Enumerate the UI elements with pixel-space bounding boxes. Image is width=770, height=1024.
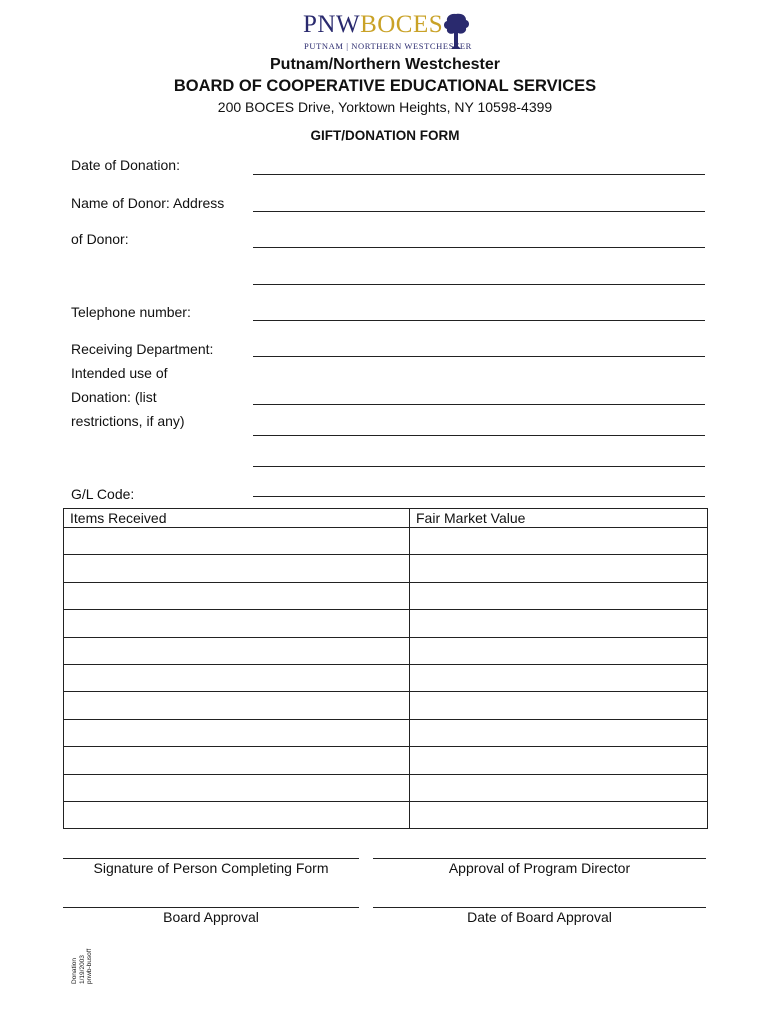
table-row — [64, 664, 708, 691]
logo-pnw-text: PNW — [303, 11, 361, 38]
table-header-row — [64, 509, 708, 528]
date-of-donation-label: Date of Donation: — [71, 157, 180, 173]
value-cell[interactable] — [410, 774, 708, 801]
table-row — [64, 692, 708, 719]
logo-wordmark — [303, 10, 443, 40]
program-director-label: Approval of Program Director — [448, 860, 631, 876]
item-cell[interactable] — [64, 528, 410, 555]
form-code-line-2: 1/19/2003 — [78, 955, 86, 984]
telephone-field[interactable] — [253, 320, 705, 321]
value-cell[interactable] — [410, 528, 708, 555]
value-cell[interactable] — [410, 555, 708, 582]
item-cell[interactable] — [64, 582, 410, 609]
items-received-header: Items Received — [64, 509, 410, 528]
date-board-approval-line[interactable] — [373, 907, 706, 908]
item-cell[interactable] — [64, 555, 410, 582]
address-of-donor-label: of Donor: — [71, 231, 129, 247]
table-row — [64, 774, 708, 801]
value-cell[interactable] — [410, 637, 708, 664]
value-cell[interactable] — [410, 801, 708, 828]
signature-person-label: Signature of Person Completing Form — [93, 860, 329, 876]
intended-use-field-2[interactable] — [253, 435, 705, 436]
org-region: Putnam/Northern Westchester — [270, 56, 500, 73]
address-line-2-field[interactable] — [253, 284, 705, 285]
item-cell[interactable] — [64, 801, 410, 828]
form-code-line-3: pnwb-busoff — [86, 948, 93, 984]
table-row — [64, 719, 708, 746]
fair-market-value-header: Fair Market Value — [410, 509, 708, 528]
intended-use-label-1: Intended use of — [71, 365, 168, 381]
item-cell[interactable] — [64, 610, 410, 637]
item-cell[interactable] — [64, 637, 410, 664]
receiving-department-field[interactable] — [253, 356, 705, 357]
table-row — [64, 555, 708, 582]
item-cell[interactable] — [64, 774, 410, 801]
value-cell[interactable] — [410, 692, 708, 719]
logo-boces-text: BOCES — [360, 11, 444, 38]
logo-subtitle: PUTNAM | NORTHERN WESTCHESTER — [304, 41, 472, 51]
name-of-donor-field[interactable] — [253, 211, 705, 212]
table-row — [64, 610, 708, 637]
name-of-donor-label: Name of Donor: Address — [71, 195, 225, 211]
item-cell[interactable] — [64, 747, 410, 774]
pnw-boces-logo — [303, 8, 473, 52]
item-cell[interactable] — [64, 719, 410, 746]
org-name: BOARD OF COOPERATIVE EDUCATIONAL SERVICES — [173, 77, 597, 95]
table-row — [64, 801, 708, 828]
date-of-donation-field[interactable] — [253, 174, 705, 175]
items-table — [63, 508, 708, 829]
form-code — [71, 949, 94, 984]
table-row — [64, 637, 708, 664]
date-board-approval-label: Date of Board Approval — [467, 909, 612, 925]
intended-use-field-3[interactable] — [253, 466, 705, 467]
table-row — [64, 747, 708, 774]
value-cell[interactable] — [410, 719, 708, 746]
gl-code-label: G/L Code: — [71, 486, 135, 502]
org-address: 200 BOCES Drive, Yorktown Heights, NY 10598-4399 — [217, 99, 553, 115]
form-code-line-1: Donation — [71, 957, 78, 984]
intended-use-label-2: Donation: (list — [71, 389, 157, 405]
gl-code-field[interactable] — [253, 496, 705, 497]
value-cell[interactable] — [410, 747, 708, 774]
item-cell[interactable] — [64, 664, 410, 691]
intended-use-label-3: restrictions, if any) — [71, 413, 185, 429]
address-line-1-field[interactable] — [253, 247, 705, 248]
table-row — [64, 528, 708, 555]
board-approval-line[interactable] — [63, 907, 359, 908]
table-row — [64, 582, 708, 609]
value-cell[interactable] — [410, 610, 708, 637]
board-approval-label: Board Approval — [163, 909, 259, 925]
telephone-label: Telephone number: — [71, 304, 191, 320]
signature-person-line[interactable] — [63, 858, 359, 859]
intended-use-field-1[interactable] — [253, 404, 705, 405]
value-cell[interactable] — [410, 664, 708, 691]
program-director-line[interactable] — [373, 858, 706, 859]
value-cell[interactable] — [410, 582, 708, 609]
receiving-department-label: Receiving Department: — [71, 341, 214, 357]
form-title: GIFT/DONATION FORM — [310, 128, 460, 143]
item-cell[interactable] — [64, 692, 410, 719]
